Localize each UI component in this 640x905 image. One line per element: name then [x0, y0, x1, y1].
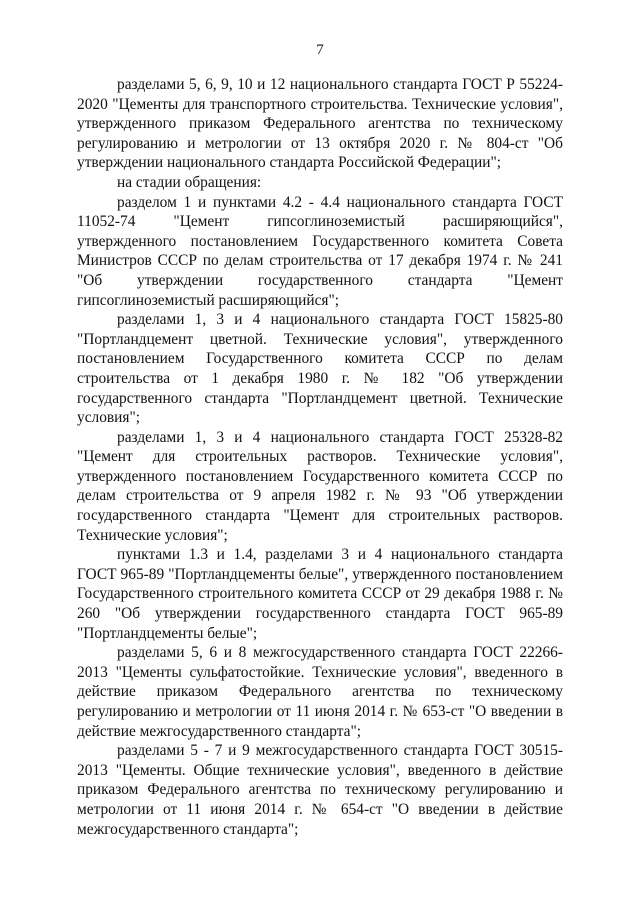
page-number: 7 [316, 42, 324, 58]
paragraph-gost-r-55224: разделами 5, 6, 9, 10 и 12 национального стандарта ГОСТ Р 55224-2020 "Цементы для транспортного строительства. Технические условия", утвержденного приказом Федерального агентства по техническому регулированию и метрологии от 13 октября 2020 г. № 804-ст "Об утверждении национального стандарта Российской Федерации"; [77, 76, 563, 172]
paragraph-gost-22266: разделами 5, 6 и 8 межгосударственного стандарта ГОСТ 22266-2013 "Цементы сульфатостойкие. Технические условия", введенного в действие приказом Федерального агентства по техническому регулированию и метрологии от 11 июня 2014 г. № 653-ст "О введении в действие межгосударственного стандарта"; [77, 644, 563, 740]
paragraph-circulation-stage: на стадии обращения: [117, 173, 262, 191]
document-body [77, 75, 563, 839]
paragraph-gost-30515: разделами 5 - 7 и 9 межгосударственного стандарта ГОСТ 30515-2013 "Цементы. Общие технические условия", введенного в действие приказом Федерального агентства по техническому регулированию и метрологии от 11 июня 2014 г. № 654-ст "О введении в действие межгосударственного стандарта"; [77, 742, 563, 838]
paragraph-gost-965: пунктами 1.3 и 1.4, разделами 3 и 4 национального стандарта ГОСТ 965-89 "Портландцементы белые", утвержденного постановлением Государственного строительного комитета СССР от 29 декабря 1988 г. № 260 "Об утверждении государственного стандарта ГОСТ 965-89 "Портландцементы белые"; [77, 546, 563, 642]
paragraph-gost-11052: разделом 1 и пунктами 4.2 - 4.4 национального стандарта ГОСТ 11052-74 "Цемент гипсоглиноземистый расширяющийся", утвержденного постановлением Государственного комитета Совета Министров СССР по делам строительства от 17 декабря 1974 г. № 241 "Об утверждении государственного стандарта "Цемент гипсоглиноземистый расширяющийся"; [77, 193, 563, 309]
paragraph-gost-25328: разделами 1, 3 и 4 национального стандарта ГОСТ 25328-82 "Цемент для строительных растворов. Технические условия", утвержденного постановлением Государственного комитета СССР по делам строительства от 9 апреля 1982 г. № 93 "Об утверждении государственного стандарта "Цемент для строительных растворов. Технические условия"; [77, 428, 563, 544]
paragraph-gost-15825: разделами 1, 3 и 4 национального стандарта ГОСТ 15825-80 "Портландцемент цветной. Технические условия", утвержденного постановлением Государственного комитета СССР по делам строительства от 1 декабря 1980 г. № 182 "Об утверждении государственного стандарта "Портландцемент цветной. Технические условия"; [77, 311, 563, 427]
